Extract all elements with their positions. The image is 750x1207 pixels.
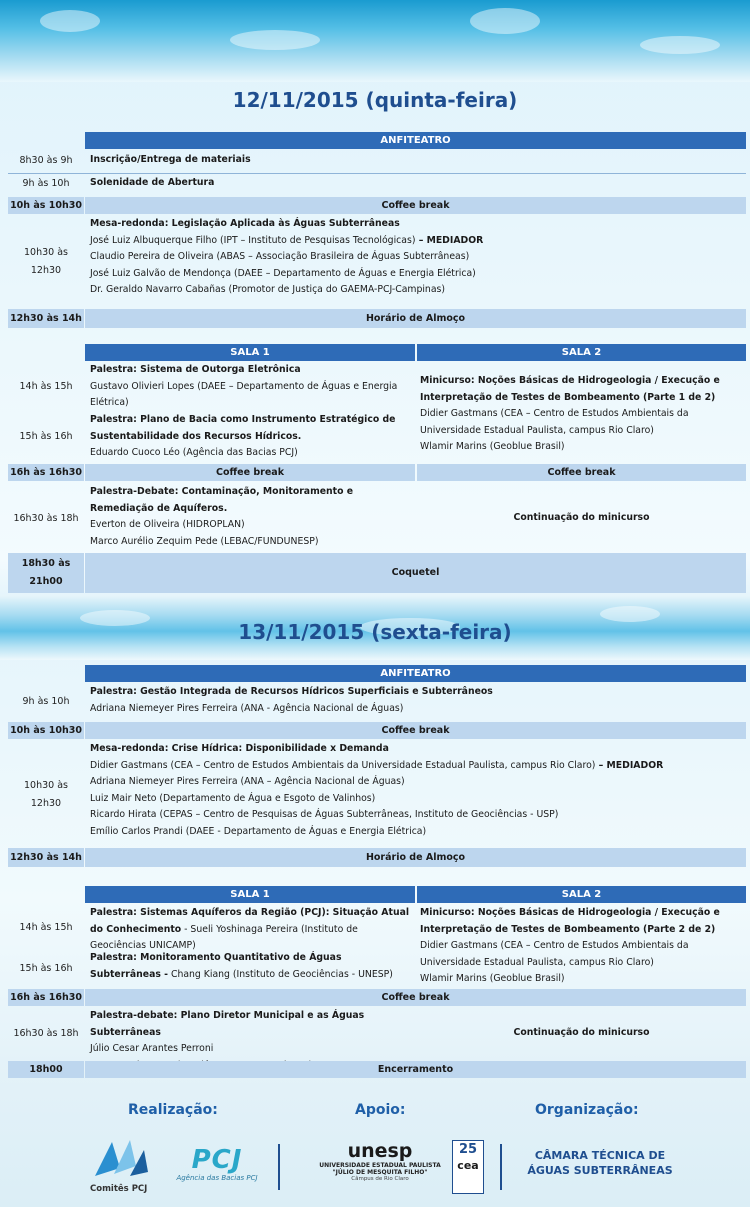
session-title: Palestra-Debate: Contaminação, Monitoramento e Remediação de Aquíferos. xyxy=(90,486,354,514)
speaker: Eduardo Cuoco Léo (Agência das Bacias PCJ) xyxy=(90,447,298,458)
unesp-line: Câmpus de Rio Claro xyxy=(351,1176,409,1182)
time-label: 9h às 10h xyxy=(22,178,70,189)
coffee-break: Coffee break xyxy=(85,722,746,739)
organizacao-label: Organização: xyxy=(535,1102,639,1118)
coffee-break: Coffee break xyxy=(417,464,746,481)
speaker: Wlamir Marins (Geoblue Brasil) xyxy=(420,973,565,984)
speaker: José Luiz Albuquerque Filho (IPT – Instituto de Pesquisas Tecnológicas) xyxy=(90,234,416,246)
palestra-block xyxy=(90,950,412,983)
mesa-redonda-block xyxy=(90,741,740,840)
speaker: Marco Aurélio Zequim Pede (LEBAC/FUNDUNESP) xyxy=(90,535,319,547)
mesa-redonda-block xyxy=(90,216,740,299)
speaker: Didier Gastmans (CEA – Centro de Estudos Ambientais da Universidade Estadual Paulista, campus Rio Claro) xyxy=(90,759,596,771)
speaker: Luiz Mair Neto (Departamento de Água e Esgoto de Valinhos) xyxy=(90,792,376,804)
session-title: Minicurso: Noções Básicas de Hidrogeologia / Execução e Interpretação de Testes de Bombeamento (Parte 1 de 2) xyxy=(420,375,720,403)
time-label: 12h30 xyxy=(30,265,62,276)
pcj-logo-text: PCJ xyxy=(191,1145,243,1175)
water-ripple xyxy=(40,10,100,32)
speaker: - Sueli Yoshinaga Pereira (Instituto de Geociências UNICAMP) xyxy=(90,923,358,951)
session-title: Palestra: Sistemas Aquíferos da Região (PCJ): Situação Atual do Conhecimento xyxy=(90,907,410,935)
time-label: 16h30 às 18h xyxy=(13,1028,79,1039)
unesp-logo xyxy=(300,1140,460,1182)
time-label: 16h30 às 18h xyxy=(13,513,79,524)
session-title: Palestra: Gestão Integrada de Recursos Hídricos Superficiais e Subterrâneos xyxy=(90,686,493,697)
coffee-break: Coffee break xyxy=(85,197,746,214)
speaker: José Luiz Galvão de Mendonça (DAEE – Departamento de Águas e Energia Elétrica) xyxy=(90,267,476,279)
speaker: Wlamir Marins (Geoblue Brasil) xyxy=(420,441,565,452)
speaker: Chang Kiang (Instituto de Geociências - UNESP) xyxy=(168,968,393,980)
speaker: Emílio Carlos Prandi (DAEE - Departamento de Águas e Energia Elétrica) xyxy=(90,825,427,837)
unesp-line: "JÚLIO DE MESQUITA FILHO" xyxy=(332,1169,428,1176)
time-label: 12h30 às 14h xyxy=(8,309,84,328)
time-label: 8h30 às 9h xyxy=(19,155,73,166)
minicurso-block xyxy=(420,905,746,988)
lunch-break: Horário de Almoço xyxy=(85,848,746,867)
anfiteatro-header: ANFITEATRO xyxy=(85,132,746,149)
cea-logo xyxy=(452,1140,484,1194)
sala1-header: SALA 1 xyxy=(85,344,415,361)
camara-line: CÂMARA TÉCNICA DE xyxy=(534,1149,666,1162)
water-ripple xyxy=(640,36,720,54)
time-label: 14h às 15h xyxy=(19,381,73,392)
divider xyxy=(500,1144,502,1190)
session-title: Mesa-redonda: Legislação Aplicada às Águas Subterrâneas xyxy=(90,218,400,229)
palestra-block xyxy=(90,905,412,955)
encerramento: Encerramento xyxy=(85,1061,746,1078)
speaker: Claudio Pereira de Oliveira (ABAS – Associação Brasileira de Águas Subterrâneas) xyxy=(90,251,470,262)
minicurso-continuation: Continuação do minicurso xyxy=(513,1027,650,1038)
time-label: 10h às 10h30 xyxy=(8,722,84,739)
session-title: Mesa-redonda: Crise Hídrica: Disponibilidade x Demanda xyxy=(90,743,389,754)
water-banner-top xyxy=(0,0,750,82)
divider xyxy=(8,173,746,174)
minicurso-block xyxy=(420,373,746,456)
time-label: 15h às 16h xyxy=(19,431,73,442)
speaker: Everton de Oliveira (HIDROPLAN) xyxy=(90,519,245,530)
speaker: Gustavo Olivieri Lopes (DAEE – Departamento de Águas e Energia Elétrica) xyxy=(90,380,398,408)
agencia-pcj-logo xyxy=(172,1146,262,1196)
time-label: 10h30 às xyxy=(24,780,68,791)
speaker: Adriana Niemeyer Pires Ferreira (ANA - Agência Nacional de Águas) xyxy=(90,702,404,714)
mediator-tag: – MEDIADOR xyxy=(415,234,484,246)
speaker: Júlio Cesar Arantes Perroni xyxy=(90,1043,214,1054)
speaker: Dr. Geraldo Navarro Cabañas (Promotor de Justiça do GAEMA-PCJ-Campinas) xyxy=(90,284,445,295)
realizacao-label: Realização: xyxy=(128,1102,218,1118)
apoio-label: Apoio: xyxy=(355,1102,406,1118)
unesp-wordmark: unesp xyxy=(347,1140,413,1162)
sala2-header: SALA 2 xyxy=(417,886,746,903)
comites-pcj-logo xyxy=(90,1138,160,1198)
time-label: 14h às 15h xyxy=(19,922,73,933)
lunch-break: Horário de Almoço xyxy=(85,309,746,328)
palestra-block xyxy=(90,412,412,462)
speaker: Didier Gastmans (CEA – Centro de Estudos Ambientais da Universidade Estadual Paulista, campus Rio Claro) xyxy=(420,408,689,436)
speaker: Didier Gastmans (CEA – Centro de Estudos Ambientais da Universidade Estadual Paulista, campus Rio Claro) xyxy=(420,940,689,968)
time-label: 10h30 às xyxy=(24,247,68,258)
coffee-break: Coffee break xyxy=(85,464,415,481)
sala1-header: SALA 1 xyxy=(85,886,415,903)
day1-title: 12/11/2015 (quinta-feira) xyxy=(232,88,518,112)
time-label: 12h30 xyxy=(30,798,62,809)
time-label: 9h às 10h xyxy=(22,696,70,707)
cea-text: cea xyxy=(457,1159,479,1172)
day2-title: 13/11/2015 (sexta-feira) xyxy=(238,620,512,644)
speaker: Ricardo Hirata (CEPAS – Centro de Pesquisas de Águas Subterrâneas, Instituto de Geociências - USP) xyxy=(90,809,559,820)
session-title: Palestra-debate: Plano Diretor Municipal e as Águas Subterrâneas xyxy=(90,1010,365,1038)
time-label: 10h às 10h30 xyxy=(8,197,84,214)
unesp-line: UNIVERSIDADE ESTADUAL PAULISTA xyxy=(319,1162,441,1169)
water-drop-icon xyxy=(90,1138,150,1180)
speaker: Adriana Niemeyer Pires Ferreira (ANA – Agência Nacional de Águas) xyxy=(90,776,405,787)
sala2-header: SALA 2 xyxy=(417,344,746,361)
time-label: 18h30 às 21h00 xyxy=(8,553,84,593)
session-title: Palestra: Plano de Bacia como Instrumento Estratégico de Sustentabilidade dos Recursos Hídricos. xyxy=(90,414,396,442)
anfiteatro-header: ANFITEATRO xyxy=(85,665,746,682)
session-title: Inscrição/Entrega de materiais xyxy=(90,154,251,165)
session-title: Minicurso: Noções Básicas de Hidrogeologia / Execução e Interpretação de Testes de Bombeamento (Parte 2 de 2) xyxy=(420,907,720,935)
camara-tecnica-logo xyxy=(525,1148,675,1178)
coquetel: Coquetel xyxy=(85,553,746,593)
session-title: Palestra: Monitoramento Quantitativo de Águas Subterrâneas - xyxy=(90,952,342,980)
cea-number: 25 xyxy=(458,1142,478,1157)
time-label: 12h30 às 14h xyxy=(8,848,84,867)
camara-line: ÁGUAS SUBTERRÂNEAS xyxy=(527,1164,673,1177)
palestra-debate-block xyxy=(90,484,412,550)
water-ripple xyxy=(230,30,320,50)
sponsors-footer xyxy=(0,1092,750,1207)
palestra-block xyxy=(90,362,412,412)
divider xyxy=(278,1144,280,1190)
session-title: Solenidade de Abertura xyxy=(90,177,215,188)
mediator-tag: – MEDIADOR xyxy=(595,759,664,771)
time-label: 16h às 16h30 xyxy=(8,989,84,1006)
water-ripple xyxy=(470,8,540,34)
minicurso-continuation: Continuação do minicurso xyxy=(513,512,650,523)
palestra-block xyxy=(90,684,740,717)
time-label: 16h às 16h30 xyxy=(8,464,84,481)
time-label: 15h às 16h xyxy=(19,963,73,974)
session-title: Palestra: Sistema de Outorga Eletrônica xyxy=(90,364,301,375)
coffee-break: Coffee break xyxy=(85,989,746,1006)
comites-text: Comitês PCJ xyxy=(90,1184,148,1194)
agencia-text: Agência das Bacias PCJ xyxy=(176,1174,258,1182)
time-label: 18h00 xyxy=(8,1061,84,1078)
